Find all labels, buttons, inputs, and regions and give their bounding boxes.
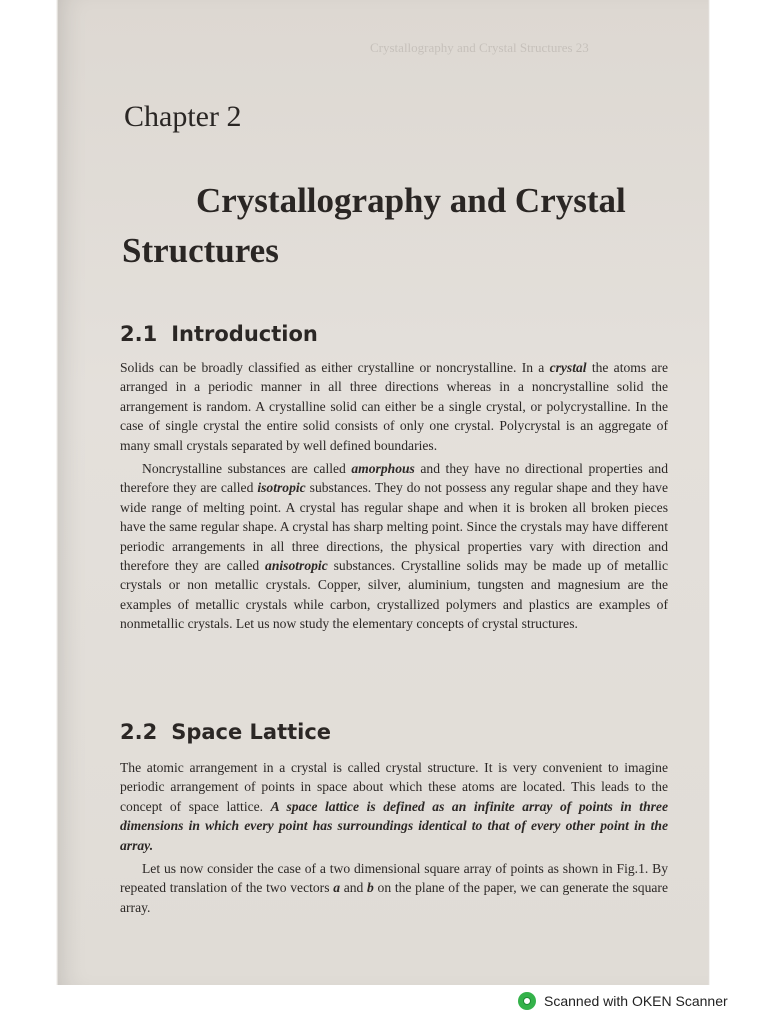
section-title: Introduction [171,322,318,346]
section-heading-introduction [120,322,318,346]
text-run: Solids can be broadly classified as either crystalline or noncrystalline. In a [120,360,550,375]
paragraph [120,358,668,455]
scanner-watermark [518,990,728,1012]
chapter-title: Crystallography and Crystal Structures [122,181,626,270]
vector-symbol: a [333,880,340,896]
emphasis-term: anisotropic [265,558,328,574]
definition-emphasis: A space lattice is defined as an infinite array of points in three dimensions in which every point has surroundings identical to that of every other point in the array. [120,798,669,853]
paragraph [120,859,668,917]
text-run: and they have no directional properties and therefore they are called [120,461,669,496]
emphasis-term: amorphous [351,461,415,477]
text-run: Noncrystalline substances are called [142,461,352,477]
chapter-label: Chapter 2 [124,100,242,133]
section-number: 2.1 [120,322,158,346]
introduction-body [120,358,668,634]
section-number: 2.2 [120,720,158,744]
scanner-logo-icon [518,992,536,1010]
paragraph [120,459,668,634]
text-run: Let us now consider the case of a two dimensional square array of points as shown in Fig.1. By repeated translation of the two vectors [120,861,668,896]
emphasis-term: isotropic [257,480,306,496]
space-lattice-body [120,758,668,917]
vector-symbol: b [367,880,374,896]
paragraph [120,758,668,855]
section-title: Space Lattice [171,720,332,744]
emphasis-term: crystal [549,360,587,375]
bleed-through-header: Crystallography and Crystal Structures 23 [370,40,589,55]
section-heading-space-lattice [120,720,331,744]
text-run: The atomic arrangement in a crystal is called crystal structure. It is very convenient to imagine periodic arrangement of points in space about which these atoms are located. This leads to the concept of space lattice. [120,760,668,814]
scanner-label: Scanned with OKEN Scanner [544,993,728,1009]
text-run: substances. Crystalline solids may be made up of metallic crystals or non metallic crystals. Copper, silver, aluminium, tungsten and magnesium are the examples of metallic crystals while carbon, crystallized polymers and plastics are examples of nonmetallic crystals. Let us now study the elementary concepts of crystal structures. [120,558,668,632]
text-run: and [340,880,368,896]
text-run: substances. They do not possess any regular shape and they have wide range of melting point. A crystal has regular shape and when it is broken all broken pieces have the same regular shape. A crystal has sharp melting point. Since the crystals may have different periodic arrangements in all three directions, the physical properties vary with direction and therefore they are called [120,480,668,574]
text-run: on the plane of the paper, we can generate the square array. [120,880,668,915]
text-run: the atoms are arranged in a periodic manner in all three directions whereas in a noncrystalline solid the arrangement is random. A crystalline solid can either be a single crystal, or polycrystalline. In the case of single crystal the entire solid consists of only one crystal. Polycrystal is an aggregate of many small crystals separated by well defined boundaries. [120,360,668,453]
